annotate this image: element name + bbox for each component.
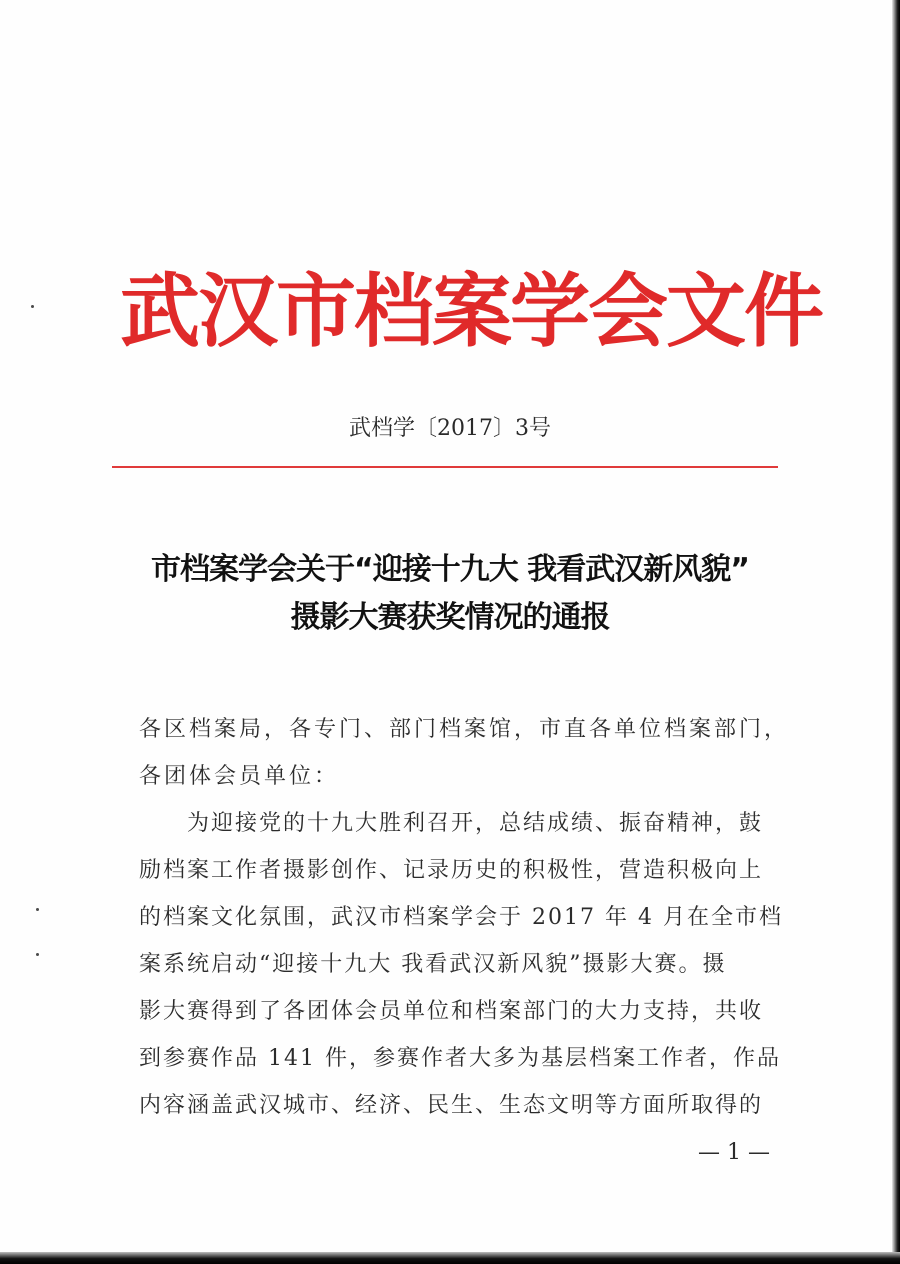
page-number: — 1 — <box>698 1140 770 1165</box>
scan-border-right <box>892 0 900 1264</box>
scan-speck <box>36 953 39 956</box>
salutation-line-2: 各团体会员单位： <box>139 764 340 789</box>
body-paragraph-line: 内容涵盖武汉城市、经济、民生、生态文明等方面所取得的 <box>139 1093 764 1118</box>
document-title-line-1: 市档案学会关于“迎接十九大 我看武汉新风貌” <box>151 552 749 587</box>
body-paragraph-line: 影大赛得到了各团体会员单位和档案部门的大力支持，共收 <box>139 999 764 1024</box>
issuer-masthead: 武汉市档案学会文件 <box>120 265 822 358</box>
document-title <box>0 546 900 642</box>
scan-speck <box>36 908 39 911</box>
salutation-line-1: 各区档案局，各专门、部门档案馆，市直各单位档案部门， <box>139 717 790 742</box>
document-number: 武档学〔2017〕3号 <box>349 416 551 441</box>
document-title-line-2: 摄影大赛获奖情况的通报 <box>290 600 610 635</box>
scan-border-bottom <box>0 1252 900 1264</box>
body-paragraph-line: 励档案工作者摄影创作、记录历史的积极性，营造积极向上 <box>139 858 764 883</box>
body-paragraph-line: 的档案文化氛围，武汉市档案学会于 2017 年 4 月在全市档 <box>139 905 783 930</box>
red-divider-rule <box>112 466 778 468</box>
body-paragraph-line: 为迎接党的十九大胜利召开，总结成绩、振奋精神，鼓 <box>187 811 764 836</box>
scan-speck <box>31 305 34 308</box>
body-paragraph-line: 案系统启动“迎接十九大 我看武汉新风貌”摄影大赛。摄 <box>139 952 727 977</box>
body-paragraph-line: 到参赛作品 141 件，参赛作者大多为基层档案工作者，作品 <box>139 1046 781 1071</box>
document-body <box>139 706 790 1129</box>
